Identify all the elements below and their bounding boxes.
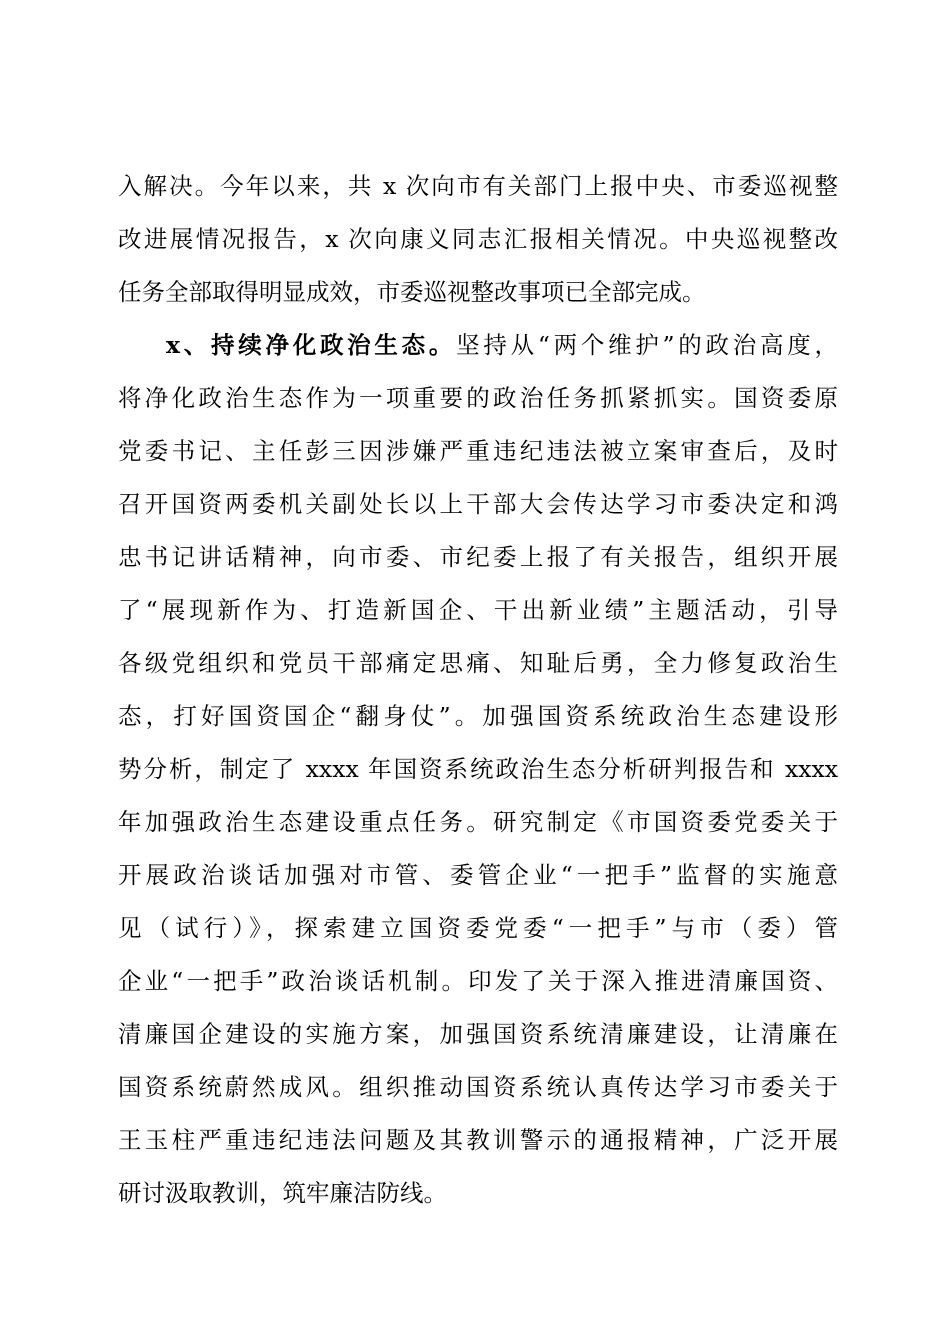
paragraph-1-line-1: 入解决。今年以来，共 x 次向市有关部门上报中央、市委巡视整 [118, 172, 838, 200]
paragraph-2-line: 忠书记讲话精神，向市委、市纪委上报了有关报告，组织开展 [118, 543, 838, 571]
paragraph-2-line: 态，打好国资国企“翻身仗”。加强国资系统政治生态建设形 [118, 702, 838, 730]
paragraph-2-line: 清廉国企建设的实施方案，加强国资系统清廉建设，让清廉在 [118, 1020, 838, 1048]
paragraph-2-line: 党委书记、主任彭三因涉嫌严重违纪违法被立案审查后，及时 [118, 437, 838, 465]
paragraph-2-line: 各级党组织和党员干部痛定思痛、知耻后勇，全力修复政治生 [118, 649, 838, 677]
paragraph-2-line: 见（试行）》，探索建立国资委党委“一把手”与市（委）管 [118, 914, 838, 942]
paragraph-1-line-2: 改进展情况报告，x 次向康义同志汇报相关情况。中央巡视整改 [118, 225, 838, 253]
paragraph-2-line: 企业“一把手”政治谈话机制。印发了关于深入推进清廉国资、 [118, 967, 838, 995]
paragraph-2-line: 召开国资两委机关副处长以上干部大会传达学习市委决定和鸿 [118, 490, 838, 518]
paragraph-2-line-1 [166, 330, 838, 360]
paragraph-2-line-last: 研讨汲取教训，筑牢廉洁防线。 [118, 1179, 447, 1207]
paragraph-2-first-line-text: 坚持从“两个维护”的政治高度， [456, 331, 839, 359]
paragraph-2-line: 势分析，制定了 xxxx 年国资系统政治生态分析研判报告和 xxxx [118, 755, 838, 783]
paragraph-2-line: 开展政治谈话加强对市管、委管企业“一把手”监督的实施意 [118, 861, 838, 889]
paragraph-2-line: 年加强政治生态建设重点任务。研究制定《市国资委党委关于 [118, 808, 838, 836]
paragraph-1-line-3: 任务全部取得明显成效，市委巡视整改事项已全部完成。 [118, 278, 706, 306]
paragraph-2-line: 将净化政治生态作为一项重要的政治任务抓紧抓实。国资委原 [118, 384, 838, 412]
paragraph-2-line: 国资系统蔚然成风。组织推动国资系统认真传达学习市委关于 [118, 1073, 838, 1101]
paragraph-2-line: 王玉柱严重违纪违法问题及其教训警示的通报精神，广泛开展 [118, 1126, 838, 1154]
paragraph-2-line: 了“展现新作为、打造新国企、干出新业绩”主题活动，引导 [118, 596, 838, 624]
paragraph-2-heading: x、持续净化政治生态。 [166, 331, 457, 359]
